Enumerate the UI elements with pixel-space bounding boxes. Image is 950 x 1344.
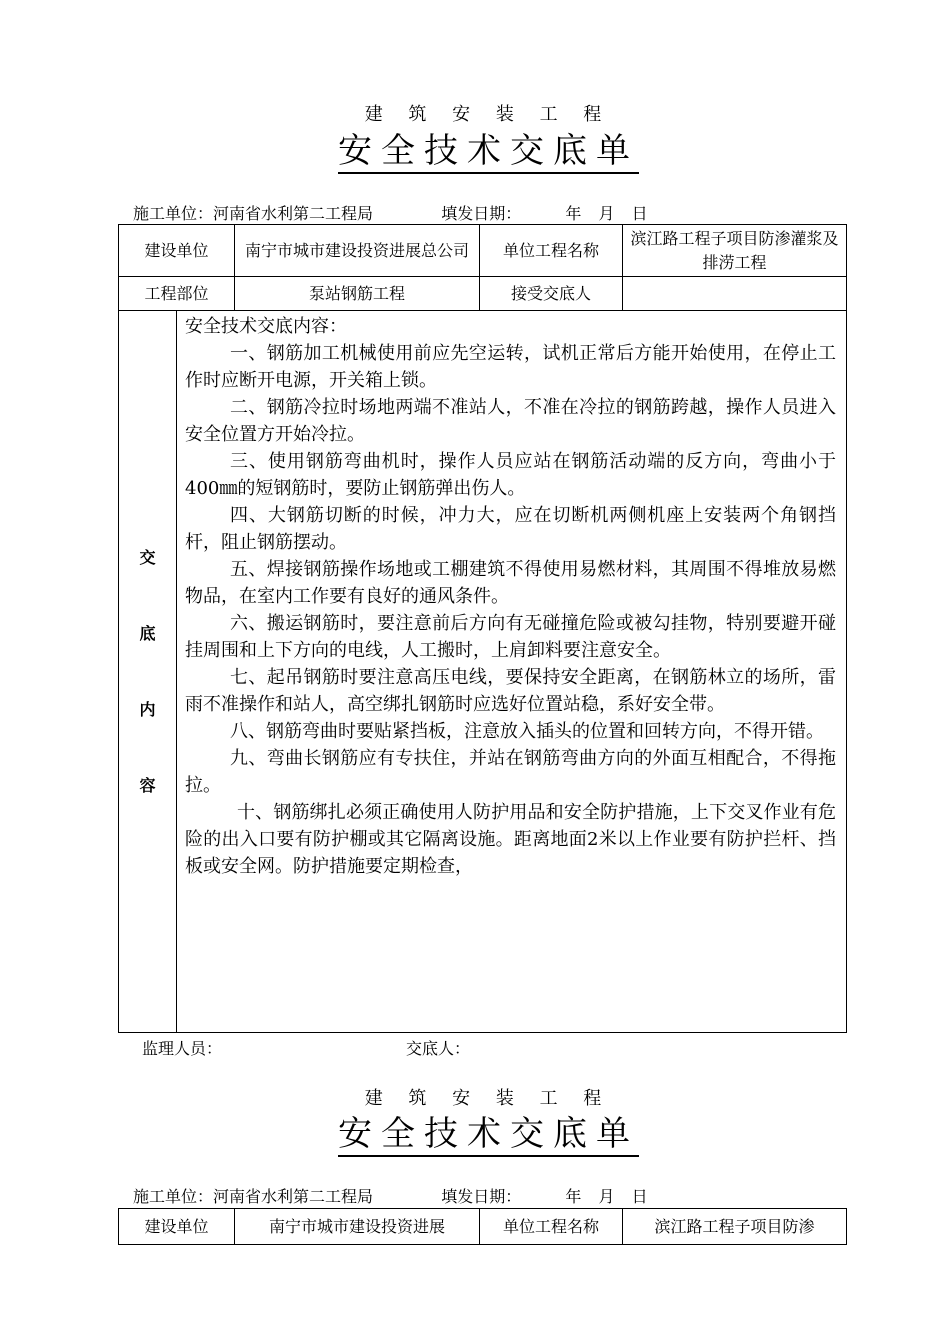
owner-value: 南宁市城市建设投资进展 [235, 1209, 480, 1245]
content-item: 一、钢筋加工机械使用前应先空运转，试机正常后方能开始使用，在停止工作时应断开电源，开关箱上锁。 [185, 343, 837, 391]
info-line [133, 1184, 648, 1207]
content-item: 二、钢筋冷拉时场地两端不准站人，不准在冷拉的钢筋跨越，操作人员进入安全位置方开始冷拉。 [185, 397, 837, 445]
content-item: 十、钢筋绑扎必须正确使用人防护用品和安全防护措施，上下交叉作业有危险的出入口要有防护棚或其它隔离设施。距离地面2米以上作业要有防护拦杆、挡板或安全网。防护措施要定期检查， [185, 802, 837, 877]
construction-unit: 施工单位：河南省水利第二工程局 [133, 204, 374, 223]
project-value: 滨江路工程子项目防渗灌浆及排涝工程 [623, 225, 847, 277]
doc-subtitle: 建 筑 安 装 工 程 [364, 104, 612, 125]
side-char: 容 [139, 775, 156, 795]
content-item: 六、搬运钢筋时，要注意前后方向有无碰撞危险或被勾挂物，特别要避开碰挂周围和上下方向的电线，人工搬时，上肩卸料要注意安全。 [185, 613, 837, 661]
project-label: 单位工程名称 [480, 1209, 623, 1245]
doc-title: 安全技术交底单 [338, 130, 639, 174]
owner-label: 建设单位 [119, 1209, 235, 1245]
doc-title: 安全技术交底单 [338, 1113, 639, 1157]
receiver-value [623, 277, 847, 311]
supervisor-label: 监理人员： [142, 1039, 223, 1058]
construction-unit: 施工单位：河南省水利第二工程局 [133, 1187, 374, 1206]
content-item: 七、起吊钢筋时要注意高压电线，要保持安全距离，在钢筋林立的场所，雷雨不准操作和站人，高空绑扎钢筋时应选好位置站稳，系好安全带。 [185, 667, 837, 715]
info-line [133, 201, 648, 224]
discloser-label: 交底人： [406, 1039, 471, 1058]
content-item: 九、弯曲长钢筋应有专扶住，并站在钢筋弯曲方向的外面互相配合，不得拖拉。 [185, 748, 837, 796]
receiver-label: 接受交底人 [480, 277, 623, 311]
project-label: 单位工程名称 [480, 225, 623, 277]
issue-date-label: 填发日期： [441, 204, 522, 223]
issue-date-label: 填发日期： [441, 1187, 522, 1206]
issue-date-value: 年 月 日 [565, 1187, 648, 1206]
content-heading: 安全技术交底内容： [185, 316, 347, 337]
issue-date-value: 年 月 日 [565, 204, 648, 223]
side-char: 内 [139, 699, 156, 719]
part-value: 泵站钢筋工程 [235, 277, 480, 311]
part-label: 工程部位 [119, 277, 235, 311]
content-item: 五、焊接钢筋操作场地或工棚建筑不得使用易燃材料，其周围不得堆放易燃物品，在室内工作要有良好的通风条件。 [185, 559, 837, 607]
content-body [177, 311, 847, 1033]
content-item: 四、大钢筋切断的时候，冲力大，应在切断机两侧机座上安装两个角钢挡杆，阻止钢筋摆动。 [185, 505, 837, 553]
content-item: 三、使用钢筋弯曲机时，操作人员应站在钢筋活动端的反方向，弯曲小于400㎜的短钢筋时，要防止钢筋弹出伤人。 [185, 451, 837, 499]
disclosure-table [118, 1208, 847, 1245]
side-char: 底 [139, 623, 156, 643]
side-char: 交 [139, 547, 156, 567]
project-value: 滨江路工程子项目防渗 [623, 1209, 847, 1245]
disclosure-table [118, 224, 847, 1033]
doc-subtitle: 建 筑 安 装 工 程 [364, 1088, 612, 1109]
content-side-label [119, 311, 177, 1033]
owner-value: 南宁市城市建设投资进展总公司 [235, 225, 480, 277]
owner-label: 建设单位 [119, 225, 235, 277]
content-item: 八、钢筋弯曲时要贴紧挡板，注意放入插头的位置和回转方向，不得开错。 [230, 721, 824, 742]
